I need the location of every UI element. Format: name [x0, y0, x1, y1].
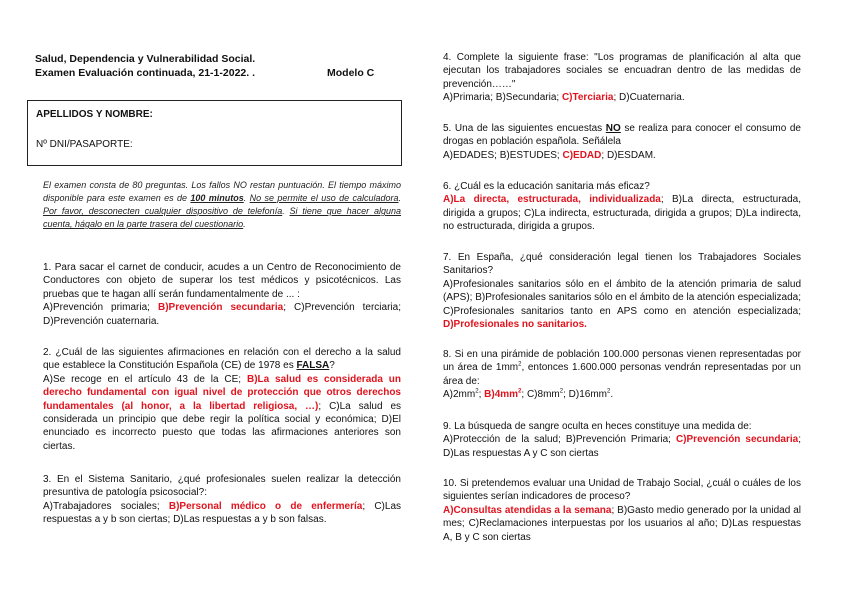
question-text: 7. En España, ¿qué consideración legal tienen los Trabajadores Sociales Sanitarios? — [443, 252, 801, 277]
option-d-correct: D)Profesionales no sanitarios. — [443, 319, 587, 331]
option-b-text: B)4mm — [484, 389, 519, 401]
instr-calculations: Si tiene que hacer alguna cuenta, hágalo en la parte trasera del cuestionario — [43, 206, 401, 229]
exam-date-line: Examen Evaluación continuada, 21-1-2022. . — [35, 67, 256, 79]
option-a: A)Profesionales sanitarios sólo en el ámbito de la atención primaria de salud (APS); — [443, 278, 801, 304]
question-4 — [443, 51, 801, 105]
question-text: 6. ¿Cuál es la educación sanitaria más eficaz? — [443, 181, 650, 192]
option-b-correct: B)Prevención secundaria — [157, 302, 284, 314]
option-b: B)Prevención Primaria; — [565, 434, 671, 446]
question-3 — [43, 473, 401, 527]
option-a-correct: A)La directa, estructurada, individualizada — [443, 194, 661, 206]
option-a: A)EDADES; — [443, 149, 497, 161]
superscript: 2 — [559, 388, 564, 395]
option-b: B)Profesionales sanitarios sólo en el ámbito de la atención especializada; — [475, 292, 801, 304]
question-text-end: se realiza para conocer el consumo de drogas en población española. Señálela — [443, 123, 801, 148]
exam-header — [35, 52, 255, 80]
name-label: APELLIDOS Y NOMBRE: — [36, 109, 153, 120]
option-d: D)Las respuestas A, B y C son ciertas — [443, 518, 802, 543]
sep: ; — [362, 500, 366, 512]
superscript: 2 — [475, 388, 479, 395]
sep: ? — [329, 360, 335, 372]
sep: ; — [521, 389, 525, 401]
sep: ; — [478, 389, 482, 401]
question-emphasis: NO — [605, 123, 621, 134]
option-b: B)ESTUDES; — [499, 149, 560, 161]
question-text: 10. Si pretendemos evaluar una Unidad de Trabajo Social, ¿cuál o cuáles de los siguientes serían indicadores de proceso? — [443, 478, 801, 503]
question-text: 2. ¿Cuál de las siguientes afirmaciones en relación con el derecho a la salud que establece la Constitución Española (CE) de 1978 es — [43, 347, 401, 372]
instr-calculator: No se permite el uso de calculadora — [249, 193, 399, 203]
option-a: A)Primaria; — [443, 92, 494, 104]
question-text: 1. Para sacar el carnet de conducir, acudes a un Centro de Reconocimiento de Conductores con objeto de superar los test médicos y psicotécnicos. Las pruebas que te hagan allí serán fundamentalmente de ... : — [43, 262, 401, 300]
option-d: D)16mm — [568, 389, 607, 401]
option-d: D)El enunciado es incorrecto puesto que todas las afirmaciones anteriores son ciertas. — [43, 414, 401, 452]
sep: ; — [601, 149, 605, 161]
option-d: D)Las respuestas a y b son falsas. — [173, 514, 327, 526]
question-8 — [443, 348, 801, 402]
instr-time: 100 minutos — [190, 193, 244, 203]
question-text: 8. Si en una pirámide de población 100.000 personas vienen representadas por un área de 1mm — [443, 349, 801, 374]
option-a: A)Trabajadores sociales; — [43, 500, 160, 512]
sep: . — [610, 389, 614, 401]
question-text: 4. Complete la siguiente frase: "Los programas de planificación al alta que ejecutan los trabajadores sociales se encuadran dentro de las medidas de prevención……" — [443, 52, 801, 90]
option-d: D)ESDAM. — [606, 149, 656, 161]
instr-text: El examen consta de 80 preguntas. Los fallos NO restan puntuación. El tiempo máximo disponible para este examen es de — [43, 180, 401, 203]
student-id-box — [27, 100, 402, 166]
option-a: A)Prevención primaria; — [43, 302, 150, 314]
question-1 — [43, 261, 401, 328]
option-b: B)Secundaria; — [495, 92, 560, 104]
sep: ; — [611, 504, 615, 516]
option-c: C)Reclamaciones interpuestas por los usuarios al año; — [468, 518, 718, 530]
option-c: C)La indirecta, estructurada, dirigida a grupos; — [524, 207, 733, 219]
option-c: C)Las respuestas a y b son ciertas; — [43, 500, 402, 526]
sep: ; — [563, 389, 566, 401]
question-text: 5. Una de las siguientes encuestas — [443, 123, 606, 134]
option-a-correct: A)Consultas atendidas a la semana — [443, 504, 612, 516]
option-c: C)Prevención terciaria; — [294, 302, 401, 314]
exam-model: Modelo C — [327, 67, 375, 79]
question-2 — [43, 346, 401, 453]
superscript: 2 — [518, 388, 522, 395]
option-b: B)Gasto medio generado por la unidad al mes; — [443, 504, 801, 530]
option-a: A)Protección de la salud; — [443, 434, 561, 446]
option-d: D)La indirecta, no estructurada, dirigida a grupos. — [443, 207, 801, 233]
question-10 — [443, 477, 801, 544]
id-label: Nº DNI/PASAPORTE: — [36, 139, 133, 150]
option-d: D)Cuaternaria. — [619, 92, 685, 104]
sep: ; — [613, 92, 617, 104]
course-title: Salud, Dependencia y Vulnerabilidad Social. — [35, 53, 256, 65]
option-c-correct: C)EDAD — [562, 149, 602, 161]
option-c: C)8mm — [526, 389, 560, 401]
option-b-correct — [484, 389, 521, 400]
instr-sep: . — [243, 219, 246, 229]
option-b-correct: B)La salud es considerada un derecho fundamental con igual nivel de protección que otros derechos fundamentales (al honor, a la libertad religiosa, …) — [43, 373, 401, 412]
option-a: A)Se recoge en el artículo 43 de la CE; — [43, 373, 242, 385]
sep: ; — [283, 302, 287, 314]
question-7 — [443, 251, 801, 331]
option-d: D)Las respuestas A y C son ciertas — [443, 447, 599, 459]
instr-sep: . — [282, 206, 290, 216]
sep: ; — [798, 434, 802, 446]
option-a: A)2mm — [443, 389, 476, 401]
option-c: C)Profesionales sanitarios tanto en APS como en atención especializada; — [443, 305, 801, 317]
sep: ; — [660, 194, 664, 206]
option-c: C)La salud es considerada un principio que debe regir la política social y económica; — [43, 400, 402, 426]
question-emphasis: FALSA — [296, 360, 330, 372]
exam-instructions — [43, 179, 401, 231]
question-9 — [443, 420, 801, 460]
option-b: B)La directa, estructurada, dirigida a grupos; — [443, 194, 801, 219]
question-text-end: , entonces 1.600.000 personas vendrán representadas por un área de: — [443, 362, 801, 387]
instr-sep: . — [243, 193, 250, 203]
question-text: 3. En el Sistema Sanitario, ¿qué profesionales suelen realizar la detección presuntiva de patología psicosocial?: — [43, 474, 401, 499]
option-c-correct: C)Prevención secundaria — [675, 434, 799, 446]
question-6 — [443, 180, 801, 234]
instr-sep: . — [398, 193, 402, 203]
option-c-correct: C)Terciaria — [561, 92, 614, 104]
instr-phones: Por favor, desconecten cualquier dispositivo de telefonía — [43, 206, 283, 216]
question-text: 9. La búsqueda de sangre oculta en heces constituye una medida de: — [443, 421, 752, 432]
question-5 — [443, 122, 801, 162]
superscript: 2 — [518, 362, 522, 369]
superscript: 2 — [606, 388, 611, 395]
option-d: D)Prevención cuaternaria. — [43, 315, 160, 327]
sep: ; — [318, 400, 322, 412]
option-b-correct: B)Personal médico o de enfermería — [168, 500, 363, 512]
